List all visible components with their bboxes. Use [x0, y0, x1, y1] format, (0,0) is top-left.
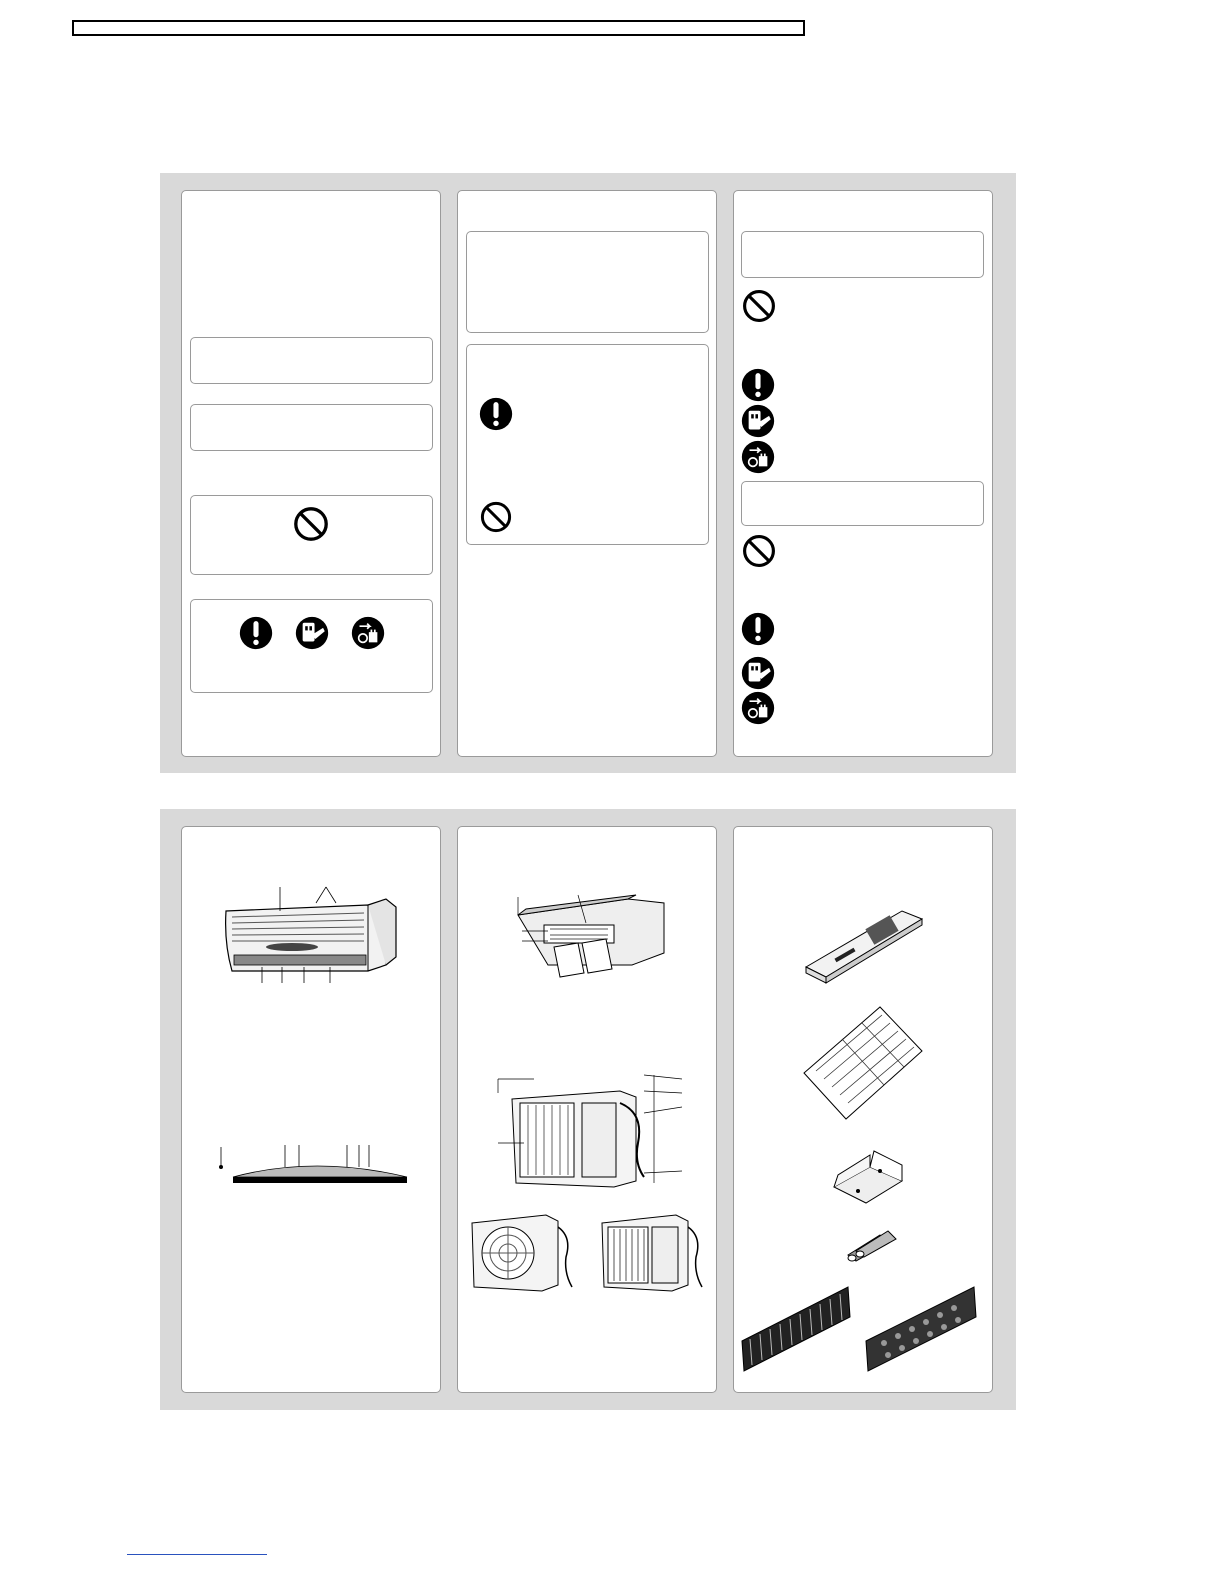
header-bar: [72, 20, 805, 36]
filter-strip-b-illustration: [864, 1285, 978, 1375]
safety-sheet: [160, 173, 1016, 773]
notice-box-2: [190, 404, 433, 451]
mandatory-icon: [741, 368, 775, 402]
prohibited-icon: [741, 533, 777, 569]
caution-heading-box: [741, 481, 984, 526]
footer-link-underline[interactable]: [127, 1554, 267, 1555]
prohibited-icon: [479, 500, 513, 534]
maintenance-parts-panel: [457, 826, 717, 1393]
caution-box: [466, 344, 709, 545]
remote-holder-illustration: [830, 1147, 906, 1207]
unplug-icon: [295, 616, 329, 650]
outdoor-unit-fan-illustration: [468, 1207, 578, 1295]
notice-box-1: [190, 337, 433, 384]
indoor-unit-open-illustration: [508, 893, 668, 989]
mandatory-icon: [479, 397, 513, 431]
filter-strip-a-illustration: [740, 1285, 852, 1375]
prohibited-icon: [741, 288, 777, 324]
safety-panel-2: [457, 190, 717, 757]
ground-icon: [741, 440, 775, 474]
warning-box: [466, 231, 709, 333]
unplug-icon: [741, 404, 775, 438]
prohibited-icon: [292, 505, 330, 543]
warning-heading-box: [741, 231, 984, 278]
safety-panel-1: [181, 190, 441, 757]
prohibited-box: [190, 495, 433, 575]
accessories-panel: [733, 826, 993, 1393]
mandatory-icon: [741, 612, 775, 646]
parts-sheet: [160, 809, 1016, 1410]
outdoor-unit-illustration: [494, 1073, 688, 1193]
unplug-icon: [741, 656, 775, 690]
indoor-parts-panel: [181, 826, 441, 1393]
mandatory-icon: [239, 616, 273, 650]
remote-control-illustration: [802, 907, 926, 987]
indoor-unit-illustration: [218, 883, 408, 993]
ground-icon: [351, 616, 385, 650]
ground-icon: [741, 691, 775, 725]
air-filter-illustration: [800, 1003, 926, 1123]
outdoor-unit-grille-illustration: [598, 1207, 708, 1295]
mandatory-box: [190, 599, 433, 693]
safety-panel-3: [733, 190, 993, 757]
batteries-illustration: [844, 1227, 898, 1263]
display-panel-illustration: [215, 1141, 411, 1185]
